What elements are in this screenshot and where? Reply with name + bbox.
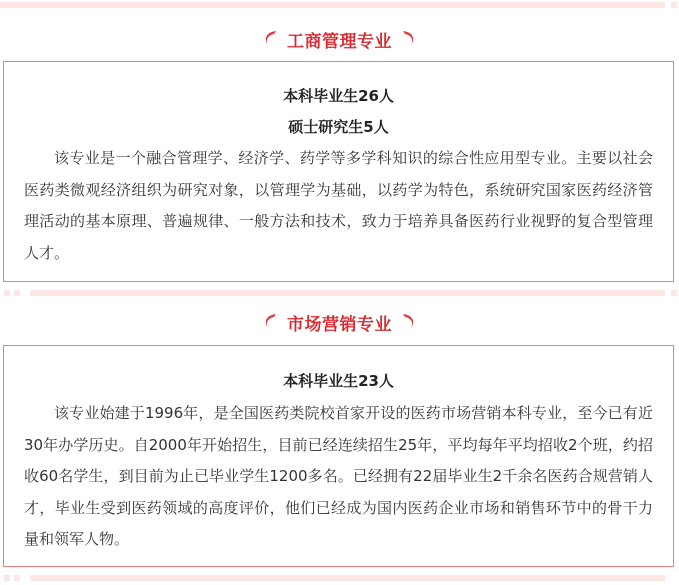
section-heading-business-admin <box>0 24 679 54</box>
section-heading-marketing <box>0 307 679 337</box>
decorative-strip-middle <box>0 286 679 300</box>
section-description: 该专业始建于1996年，是全国医药类院校首家开设的医药市场营销本科专业，至今已有近30年办学历史。自2000年开始招生，目前已经连续招生25年，平均每年平均招收2个班，约招收60名学生，到目前为止已毕业学生1200多名。已经拥有22届毕业生2千余名医药合规营销人才，毕业生受到医药领域的高度评价，他们已经成为国内医药企业市场和销售环节中的骨干力量和领军人物。 <box>24 404 653 548</box>
swirl-right-icon <box>398 311 420 333</box>
decorative-strip-bottom <box>0 571 679 585</box>
decorative-strip-top <box>0 0 679 14</box>
section-title: 市场营销专业 <box>287 314 392 335</box>
swirl-right-icon <box>398 28 420 50</box>
section-title: 工商管理专业 <box>287 31 392 52</box>
swirl-left-icon <box>259 28 281 50</box>
section-description: 该专业是一个融合管理学、经济学、药学等多学科知识的综合性应用型专业。主要以社会医药类微观经济组织为研究对象，以管理学为基础，以药学为特色，系统研究国家医药经济管理活动的基本原理、普遍规律、一般方法和技术，致力于培养具备医药行业视野的复合型管理人才。 <box>24 149 653 262</box>
section-box-business-admin <box>3 61 674 282</box>
swirl-left-icon <box>259 311 281 333</box>
stat-undergraduate-count: 本科毕业生23人 <box>283 372 394 390</box>
stat-master-count: 硕士研究生5人 <box>288 118 389 136</box>
section-box-marketing <box>3 345 674 567</box>
stat-undergraduate-count: 本科毕业生26人 <box>283 87 394 105</box>
